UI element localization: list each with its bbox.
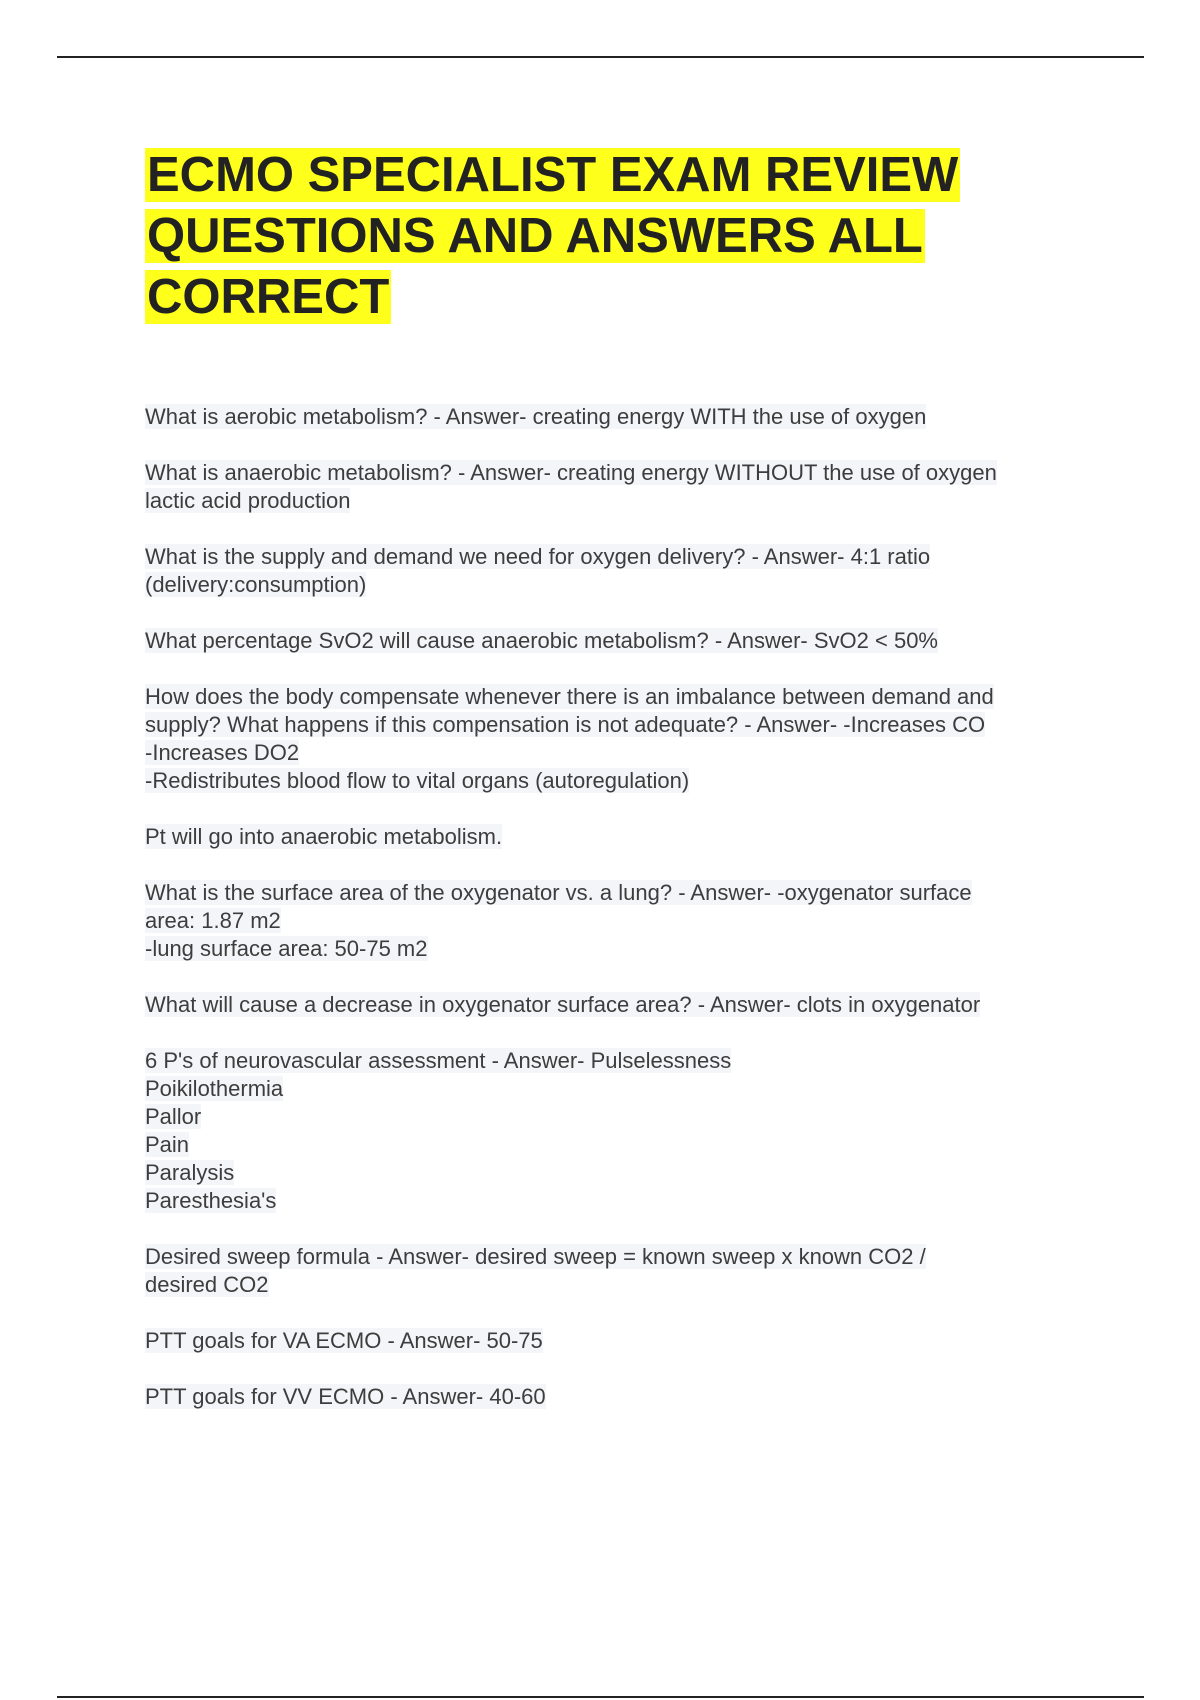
- qa-item: PTT goals for VA ECMO - Answer- 50-75: [145, 1328, 543, 1353]
- qa-list: [145, 403, 1095, 1411]
- qa-item: What is the surface area of the oxygenator vs. a lung? - Answer- -oxygenator surface area: 1.87 m2 -lung surface area: 50-75 m2: [145, 880, 972, 961]
- qa-item: What percentage SvO2 will cause anaerobic metabolism? - Answer- SvO2 < 50%: [145, 628, 938, 653]
- qa-item: What will cause a decrease in oxygenator surface area? - Answer- clots in oxygenator: [145, 992, 981, 1017]
- document-body: [145, 145, 1095, 1439]
- qa-item: How does the body compensate whenever there is an imbalance between demand and supply? What happens if this compensation is not adequate? - Answer- -Increases CO -Increases DO2 -Redistributes blood flow to vital organs (autoregulation): [145, 684, 994, 793]
- header-rule: [57, 56, 1144, 58]
- document-title-text: ECMO SPECIALIST EXAM REVIEW QUESTIONS AND ANSWERS ALL CORRECT: [147, 148, 959, 324]
- qa-item: Pt will go into anaerobic metabolism.: [145, 824, 503, 849]
- document-title: [145, 145, 1095, 328]
- qa-item: What is anaerobic metabolism? - Answer- creating energy WITHOUT the use of oxygen lactic acid production: [145, 460, 997, 513]
- qa-item: What is aerobic metabolism? - Answer- creating energy WITH the use of oxygen: [145, 404, 927, 429]
- qa-item: What is the supply and demand we need for oxygen delivery? - Answer- 4:1 ratio (delivery:consumption): [145, 544, 931, 597]
- qa-item: Desired sweep formula - Answer- desired sweep = known sweep x known CO2 / desired CO2: [145, 1244, 926, 1297]
- qa-item: 6 P's of neurovascular assessment - Answer- Pulselessness Poikilothermia Pallor Pain Paralysis Paresthesia's: [145, 1048, 732, 1213]
- footer-rule: [57, 1696, 1144, 1698]
- qa-item: PTT goals for VV ECMO - Answer- 40-60: [145, 1384, 546, 1409]
